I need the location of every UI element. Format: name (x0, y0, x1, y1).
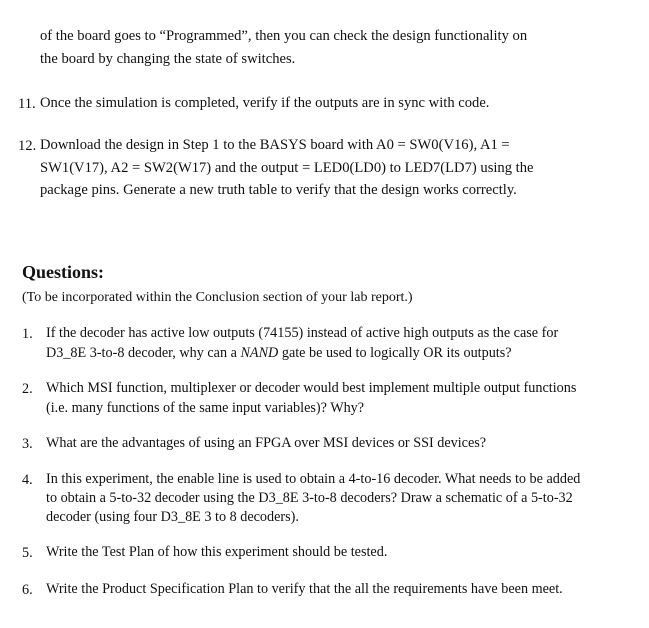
question-text (46, 346, 512, 360)
question-text: Write the Product Specification Plan to verify that the all the requirements have been meet. (46, 581, 563, 597)
question-text: (i.e. many functions of the same input variables)? Why? (46, 400, 365, 416)
intro-line-1: of the board goes to “Programmed”, then you can check the design functionality on (40, 28, 528, 44)
question-text: Write the Test Plan of how this experiment should be tested. (46, 544, 388, 560)
question-number: 4. (22, 472, 33, 488)
question-text: What are the advantages of using an FPGA over MSI devices or SSI devices? (46, 435, 487, 451)
question-text: to obtain a 5-to-32 decoder using the D3_8E 3-to-8 decoders? Draw a schematic of a 5-to-32 (46, 490, 573, 506)
questions-title: Questions: (22, 262, 105, 282)
intro-line-2: the board by changing the state of switches. (40, 51, 296, 67)
nand-term: NAND (240, 345, 279, 361)
step-number: 12. (18, 138, 37, 154)
question-number: 1. (22, 326, 33, 342)
question-text: In this experiment, the enable line is used to obtain a 4-to-16 decoder. What needs to be added (46, 471, 581, 487)
question-text-part: gate be used to logically OR its outputs? (278, 345, 512, 361)
question-text: If the decoder has active low outputs (74155) instead of active high outputs as the case for (46, 325, 559, 341)
question-text: decoder (using four D3_8E 3 to 8 decoders). (46, 509, 299, 525)
step-text: Download the design in Step 1 to the BASYS board with A0 = SW0(V16), A1 = (40, 137, 510, 153)
step-number: 11. (18, 96, 36, 112)
question-number: 3. (22, 436, 33, 452)
question-number: 6. (22, 582, 33, 598)
question-number: 5. (22, 545, 33, 561)
step-text: SW1(V17), A2 = SW2(W17) and the output = LED0(LD0) to LED7(LD7) using the (40, 160, 534, 176)
step-text: package pins. Generate a new truth table to verify that the design works correctly. (40, 182, 517, 198)
step-text: Once the simulation is completed, verify if the outputs are in sync with code. (40, 95, 490, 111)
question-text: Which MSI function, multiplexer or decoder would best implement multiple output functions (46, 380, 577, 396)
question-number: 2. (22, 381, 33, 397)
question-text-part: D3_8E 3-to-8 decoder, why can a (46, 345, 241, 361)
questions-note: (To be incorporated within the Conclusion section of your lab report.) (22, 290, 413, 305)
